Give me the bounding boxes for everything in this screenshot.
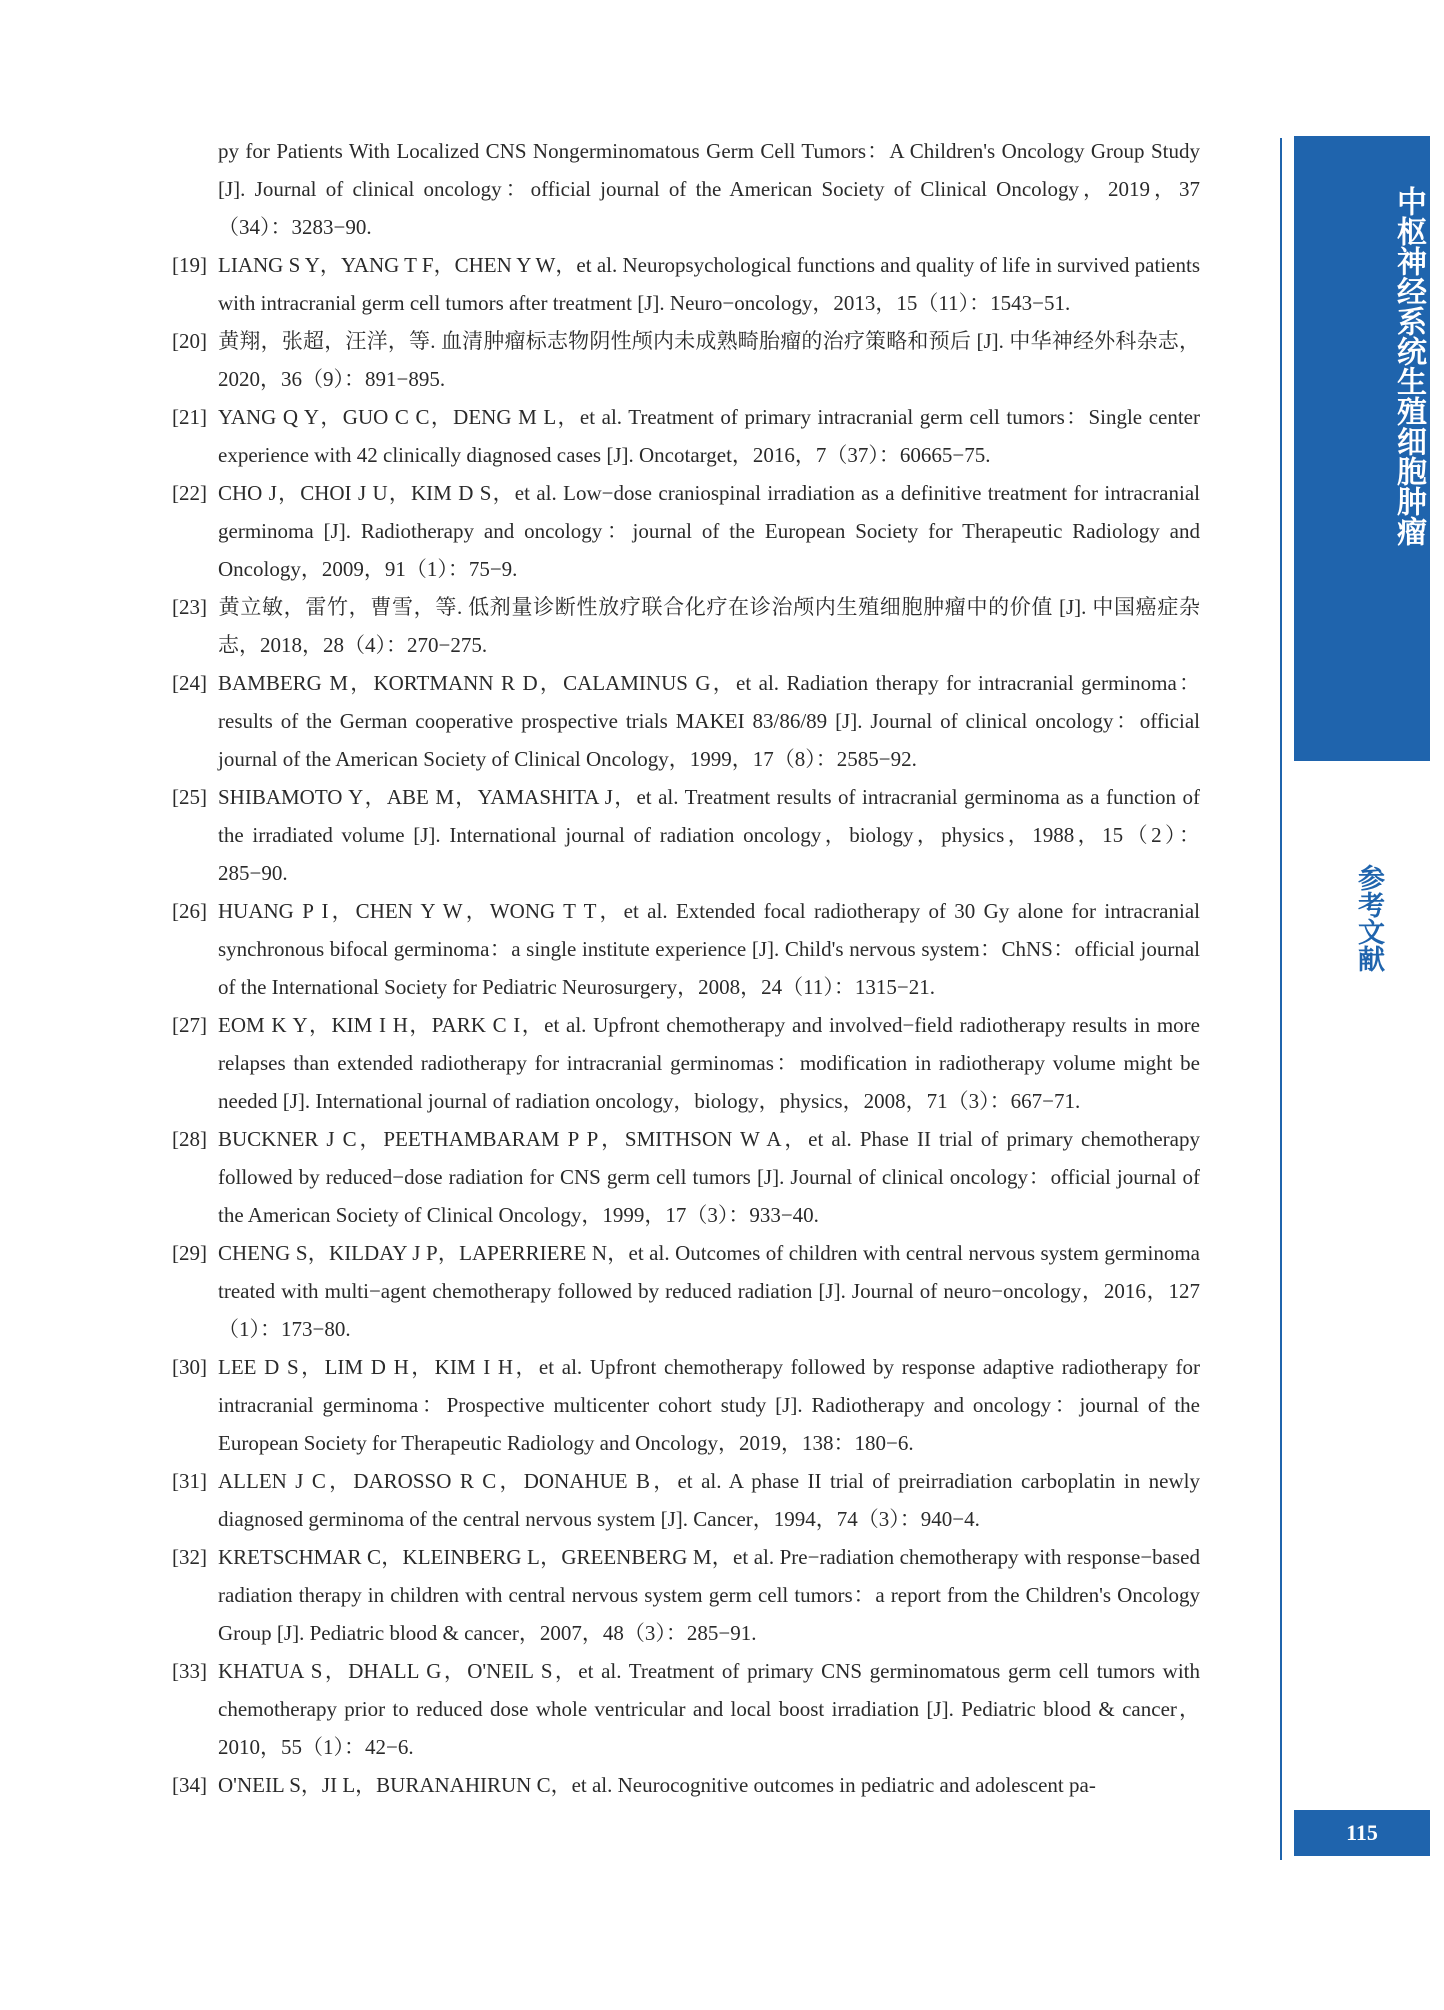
reference-text: CHO J，CHOI J U，KIM D S，et al. Low−dose craniospinal irradiation as a definitive treatment for intracranial germinoma [J]. Radiotherapy and oncology：journal of the European Society for Therapeutic Radiology and Oncology，2009，91（1）：75−9. — [218, 481, 1200, 581]
reference-item — [172, 892, 1200, 1006]
reference-item — [172, 1538, 1200, 1652]
reference-item — [172, 588, 1200, 664]
reference-item — [172, 778, 1200, 892]
reference-item — [172, 1234, 1200, 1348]
reference-text: KRETSCHMAR C，KLEINBERG L，GREENBERG M，et al. Pre−radiation chemotherapy with response−based radiation therapy in children with central nervous system germ cell tumors：a report from the Children's Oncology Group [J]. Pediatric blood & cancer，2007，48（3）：285−91. — [218, 1545, 1200, 1645]
reference-item — [172, 398, 1200, 474]
reference-item — [172, 664, 1200, 778]
reference-number: [24] — [172, 671, 207, 695]
reference-text: ALLEN J C，DAROSSO R C，DONAHUE B，et al. A phase II trial of preirradiation carboplatin in newly diagnosed germinoma of the central nervous system [J]. Cancer，1994，74（3）：940−4. — [218, 1469, 1200, 1531]
reference-number: [33] — [172, 1659, 207, 1683]
reference-text: BAMBERG M，KORTMANN R D，CALAMINUS G，et al. Radiation therapy for intracranial germinoma：results of the German cooperative prospective trials MAKEI 83/86/89 [J]. Journal of clinical oncology：official journal of the American Society of Clinical Oncology，1999，17（8）：2585−92. — [218, 671, 1200, 771]
reference-number: [26] — [172, 899, 207, 923]
reference-item — [172, 474, 1200, 588]
reference-number: [27] — [172, 1013, 207, 1037]
reference-number: [20] — [172, 329, 207, 353]
reference-item — [172, 1462, 1200, 1538]
reference-number: [23] — [172, 595, 207, 619]
reference-number: [34] — [172, 1773, 207, 1797]
reference-item — [172, 246, 1200, 322]
reference-number: [22] — [172, 481, 207, 505]
reference-item — [172, 1120, 1200, 1234]
reference-item — [172, 1766, 1200, 1804]
reference-number: [32] — [172, 1545, 207, 1569]
reference-text: CHENG S，KILDAY J P，LAPERRIERE N，et al. Outcomes of children with central nervous system germinoma treated with multi−agent chemotherapy followed by reduced radiation [J]. Journal of neuro−oncology，2016，127（1）：173−80. — [218, 1241, 1200, 1341]
reference-text: YANG Q Y，GUO C C，DENG M L，et al. Treatment of primary intracranial germ cell tumors：Single center experience with 42 clinically diagnosed cases [J]. Oncotarget，2016，7（37）：60665−75. — [218, 405, 1200, 467]
reference-number: [19] — [172, 253, 207, 277]
reference-item — [172, 322, 1200, 398]
reference-text: BUCKNER J C，PEETHAMBARAM P P，SMITHSON W A，et al. Phase II trial of primary chemotherapy followed by reduced−dose radiation for CNS germ cell tumors [J]. Journal of clinical oncology：official journal of the American Society of Clinical Oncology，1999，17（3）：933−40. — [218, 1127, 1200, 1227]
section-label: 参考文献 — [1353, 864, 1384, 972]
reference-number: [21] — [172, 405, 207, 429]
reference-text: 黄翔，张超，汪洋，等. 血清肿瘤标志物阴性颅内未成熟畸胎瘤的治疗策略和预后 [J]. 中华神经外科杂志，2020，36（9）：891−895. — [218, 329, 1200, 391]
reference-text: HUANG P I，CHEN Y W，WONG T T，et al. Extended focal radiotherapy of 30 Gy alone for intracranial synchronous bifocal germinoma：a single institute experience [J]. Child's nervous system：ChNS：official journal of the International Society for Pediatric Neurosurgery，2008，24（11）：1315−21. — [218, 899, 1200, 999]
page-number: 115 — [1294, 1810, 1430, 1856]
reference-text: LEE D S，LIM D H，KIM I H，et al. Upfront chemotherapy followed by response adaptive radiotherapy for intracranial germinoma：Prospective multicenter cohort study [J]. Radiotherapy and oncology：journal of the European Society for Therapeutic Radiology and Oncology，2019，138：180−6. — [218, 1355, 1200, 1455]
reference-text: EOM K Y，KIM I H，PARK C I，et al. Upfront chemotherapy and involved−field radiotherapy results in more relapses than extended radiotherapy for intracranial germinomas：modification in radiotherapy volume might be needed [J]. International journal of radiation oncology，biology，physics，2008，71（3）：667−71. — [218, 1013, 1200, 1113]
reference-text: 黄立敏，雷竹，曹雪，等. 低剂量诊断性放疗联合化疗在诊治颅内生殖细胞肿瘤中的价值 [J]. 中国癌症杂志，2018，28（4）：270−275. — [218, 595, 1200, 657]
reference-number: [30] — [172, 1355, 207, 1379]
reference-item — [172, 1006, 1200, 1120]
reference-item — [172, 1652, 1200, 1766]
chapter-side-tab — [1294, 136, 1430, 761]
reference-number: [28] — [172, 1127, 207, 1151]
chapter-title: 中枢神经系统生殖细胞肿瘤 — [1391, 186, 1426, 546]
reference-item — [172, 132, 1200, 246]
reference-list — [172, 132, 1200, 1804]
reference-text: KHATUA S，DHALL G，O'NEIL S，et al. Treatment of primary CNS germinomatous germ cell tumors with chemotherapy prior to reduced dose whole ventricular and local boost irradiation [J]. Pediatric blood & cancer，2010，55（1）：42−6. — [218, 1659, 1200, 1759]
reference-text: O'NEIL S，JI L，BURANAHIRUN C，et al. Neurocognitive outcomes in pediatric and adolescent pa- — [218, 1773, 1096, 1797]
reference-number: [29] — [172, 1241, 207, 1265]
reference-text: LIANG S Y，YANG T F，CHEN Y W，et al. Neuropsychological functions and quality of life in survived patients with intracranial germ cell tumors after treatment [J]. Neuro−oncology，2013，15（11）：1543−51. — [218, 253, 1200, 315]
reference-text: py for Patients With Localized CNS Nongerminomatous Germ Cell Tumors：A Children's Oncology Group Study [J]. Journal of clinical oncology：official journal of the American Society of Clinical Oncology，2019，37（34）：3283−90. — [218, 139, 1200, 239]
reference-text: SHIBAMOTO Y，ABE M，YAMASHITA J，et al. Treatment results of intracranial germinoma as a function of the irradiated volume [J]. International journal of radiation oncology，biology，physics，1988，15（2）：285−90. — [218, 785, 1200, 885]
reference-number: [25] — [172, 785, 207, 809]
reference-number: [31] — [172, 1469, 207, 1493]
margin-rule — [1280, 138, 1282, 1860]
reference-item — [172, 1348, 1200, 1462]
